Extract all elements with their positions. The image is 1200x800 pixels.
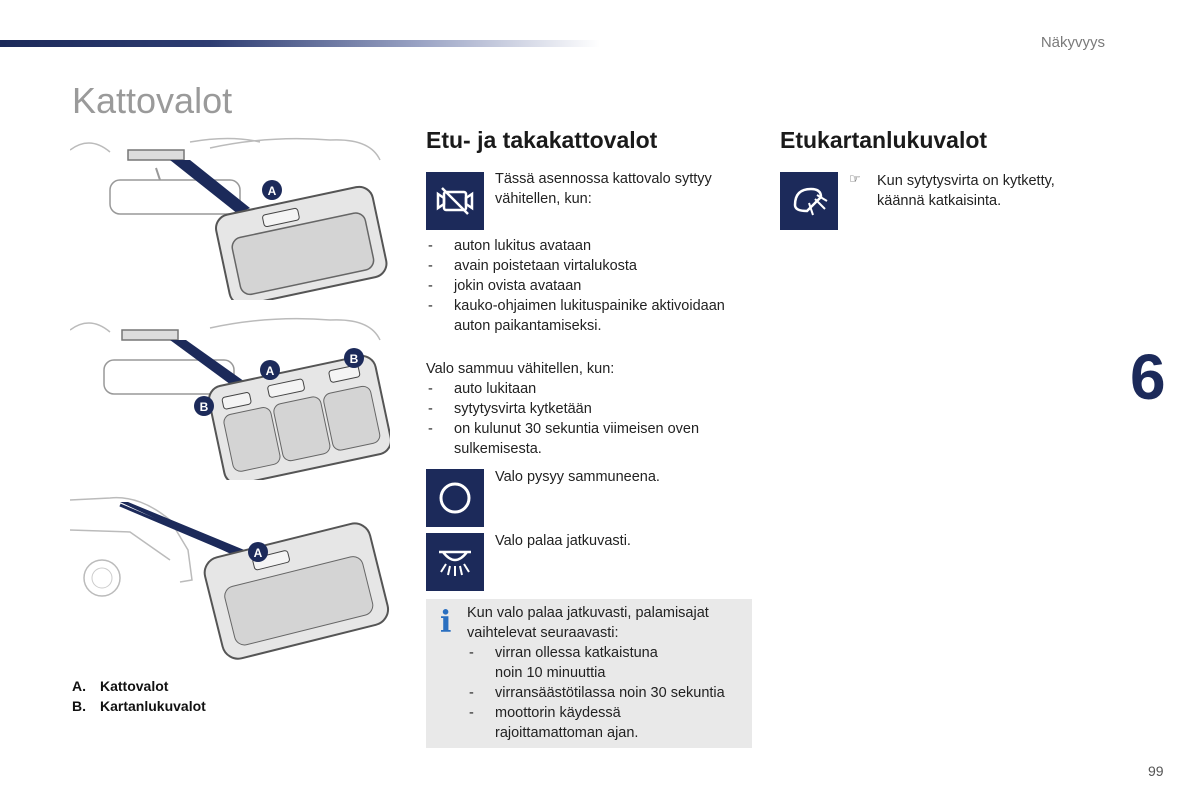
list-item: - kauko-ohjaimen lukituspainike aktivoidaan auton paikantamiseksi. <box>426 296 752 336</box>
map-lamp-icon <box>780 172 838 230</box>
note-intro: Kun valo palaa jatkuvasti, palamisajat vaihtelevat seuraavasti: <box>467 605 709 641</box>
list-item: - on kulunut 30 sekuntia viimeisen oven sulkemisesta. <box>426 419 752 459</box>
list-item: - sytytysvirta kytketään <box>426 399 752 419</box>
list-item: - moottorin käydessä rajoittamattoman ajan. <box>467 703 685 743</box>
badge-a: A <box>253 546 263 560</box>
on-text: Valo palaa jatkuvasti. <box>495 533 631 549</box>
badge-a: A <box>267 184 277 198</box>
intro-text: Tässä asennossa kattovalo syttyy vähitellen, kun: <box>495 171 712 207</box>
ceiling-lamp-icon <box>426 533 484 591</box>
page-number: 99 <box>1148 763 1164 779</box>
caption-item-b: B. Kartanlukuvalot <box>72 698 206 714</box>
badge-b: B <box>199 400 209 414</box>
section-name: Näkyvyys <box>1040 34 1105 51</box>
badge-b: B <box>349 352 359 366</box>
off-text: Valo pysyy sammuneena. <box>495 469 660 485</box>
list-item: - auton lukitus avataan <box>426 236 752 256</box>
heading-map-lights: Etukartanlukuvalot <box>780 127 988 153</box>
illustration-front-lamp <box>70 130 390 300</box>
list-item: - jokin ovista avataan <box>426 276 752 296</box>
info-icon: i <box>440 605 452 640</box>
chapter-number: 6 <box>1130 341 1166 413</box>
list-item: - virran ollessa katkaistuna noin 10 minuuttia <box>467 643 685 683</box>
figure-caption <box>72 676 206 716</box>
list-item: - avain poistetaan virtalukosta <box>426 256 752 276</box>
door-lamp-icon <box>426 172 484 230</box>
badge-a: A <box>265 364 275 378</box>
page-title: Kattovalot <box>72 80 233 121</box>
hand-pointer-icon: ☞ <box>849 171 861 186</box>
on-conditions-list <box>426 236 752 336</box>
off-conditions-list <box>426 379 752 459</box>
header-bar <box>0 40 600 47</box>
off-intro-text: Valo sammuu vähitellen, kun: <box>426 361 615 377</box>
list-item: - virransäästötilassa noin 30 sekuntia <box>467 683 747 703</box>
note-list <box>467 643 747 743</box>
info-note <box>426 599 752 748</box>
list-item: - auto lukitaan <box>426 379 752 399</box>
map-lights-text: Kun sytytysvirta on kytketty, käännä katkaisinta. <box>877 173 1055 209</box>
illustration-front-map-lamp <box>70 310 390 480</box>
caption-item-a: A. Kattovalot <box>72 678 169 694</box>
heading-front-rear-lights: Etu- ja takakattovalot <box>426 127 658 153</box>
circle-off-icon <box>426 469 484 527</box>
illustration-rear-lamp <box>70 490 390 660</box>
